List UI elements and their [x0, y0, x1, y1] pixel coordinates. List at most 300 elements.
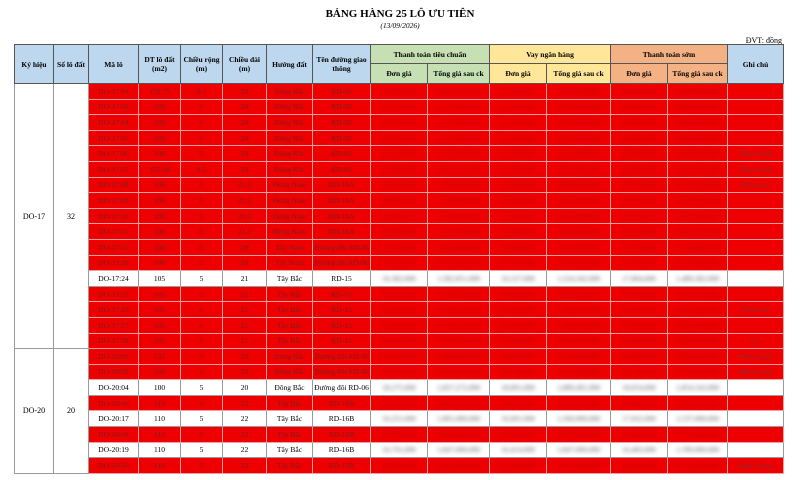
- total-price-loan-cell: [547, 302, 611, 318]
- unit-price-loan: 16,850,000: [501, 305, 535, 315]
- unit-price-standard: 16,820,000: [382, 211, 416, 221]
- lot-width: 5: [181, 99, 223, 115]
- lot-code: DO-20:20: [89, 458, 139, 474]
- lot-direction: Tây Bắc: [267, 302, 313, 318]
- total-price-early: 1,854,543,000: [675, 383, 720, 393]
- lot-direction: Đông Bắc: [267, 161, 313, 177]
- lot-area: 100: [139, 99, 181, 115]
- total-price-early: 1,673,700,000: [675, 320, 720, 330]
- lot-code: DO-20:01: [89, 349, 139, 365]
- total-price-standard-cell: [428, 271, 490, 287]
- total-price-standard-cell: [428, 380, 490, 396]
- lot-code: DO-20:16: [89, 395, 139, 411]
- lot-code: DO-17:26: [89, 302, 139, 318]
- unit-price-standard-cell: [371, 302, 428, 318]
- total-price-loan: 1,853,500,000: [556, 461, 601, 471]
- unit-price-standard: 16,382,000: [382, 289, 416, 299]
- total-price-early: 1,773,000,000: [675, 258, 720, 268]
- lot-length: 20: [223, 146, 267, 162]
- lot-direction: Tây Nam: [267, 239, 313, 255]
- lot-length: 20: [223, 380, 267, 396]
- total-price-early: 1,735,220,000: [675, 180, 720, 190]
- total-price-standard-cell: [428, 239, 490, 255]
- unit-price-loan-cell: [490, 271, 547, 287]
- road-name: RD-16B: [313, 411, 371, 427]
- unit-price-early: 16,370,000: [622, 180, 656, 190]
- total-price-early-cell: [668, 380, 728, 396]
- unit-price-standard-cell: [371, 442, 428, 458]
- total-price-early-cell: [668, 349, 728, 365]
- lot-note: Mike Land: [728, 364, 784, 380]
- unit-price-standard: 16,380,000: [382, 461, 416, 471]
- total-price-loan: 1,524,342,000: [556, 273, 601, 283]
- unit-price-early-cell: [611, 255, 668, 271]
- total-price-loan-cell: [547, 146, 611, 162]
- total-price-standard-cell: [428, 130, 490, 146]
- lot-note: Mike Land: [728, 349, 784, 365]
- total-price-standard-cell: [428, 427, 490, 443]
- road-name: Đường đôi RD-06: [313, 239, 371, 255]
- total-price-early-cell: [668, 193, 728, 209]
- unit-price-loan: 18,891,000: [501, 383, 535, 393]
- unit-price-standard-cell: [371, 193, 428, 209]
- road-name: RD-15: [313, 317, 371, 333]
- group-so-lo: 32: [54, 84, 89, 349]
- header-don-gia: Đơn giá: [371, 64, 428, 84]
- unit-price-loan: 18,740,000: [501, 367, 535, 377]
- lot-area: 100: [139, 146, 181, 162]
- lot-area: 100: [139, 130, 181, 146]
- unit-price-early: 15,940,000: [622, 336, 656, 346]
- table-row: [15, 130, 784, 146]
- unit-price-early-cell: [611, 208, 668, 224]
- total-price-early: 1,666,000,000: [675, 117, 720, 127]
- total-price-standard: 1,712,000,000: [436, 149, 481, 159]
- total-price-standard-cell: [428, 364, 490, 380]
- total-price-early: 1,735,220,000: [675, 211, 720, 221]
- unit-price-standard-cell: [371, 161, 428, 177]
- total-price-standard-cell: [428, 458, 490, 474]
- unit-price-loan-cell: [490, 193, 547, 209]
- unit-price-standard-cell: [371, 364, 428, 380]
- total-price-early-cell: [668, 395, 728, 411]
- table-row: [15, 380, 784, 396]
- unit-price-loan: 17,920,000: [501, 86, 535, 96]
- lot-length: 21: [223, 333, 267, 349]
- unit-price-standard: 16,382,000: [382, 320, 416, 330]
- lot-area: 100: [139, 380, 181, 396]
- unit-price-standard: 17,120,000: [382, 133, 416, 143]
- lot-area: 105: [139, 302, 181, 318]
- total-price-loan-cell: [547, 177, 611, 193]
- unit-price-loan: 16,850,000: [501, 289, 535, 299]
- total-price-standard: 1,782,920,000: [436, 180, 481, 190]
- unit-price-loan: 16,850,000: [501, 429, 535, 439]
- lot-note: [728, 255, 784, 271]
- lot-note: [728, 99, 784, 115]
- lot-note: [728, 224, 784, 240]
- table-row: [15, 208, 784, 224]
- lot-price-table: [14, 44, 784, 474]
- unit-price-loan-cell: [490, 317, 547, 333]
- lot-direction: Tây Bắc: [267, 286, 313, 302]
- lot-length: 20: [223, 84, 267, 100]
- total-price-loan-cell: [547, 208, 611, 224]
- total-price-standard: 2,891,372,000: [436, 164, 481, 174]
- lot-direction: Tây Bắc: [267, 317, 313, 333]
- lot-width: 5: [181, 193, 223, 209]
- unit-price-early: 16,370,000: [622, 195, 656, 205]
- lot-code: DO-17:25: [89, 286, 139, 302]
- lot-length: 21: [223, 317, 267, 333]
- lot-direction: Đông Nam: [267, 177, 313, 193]
- unit-price-early-cell: [611, 239, 668, 255]
- lot-direction: Đông Bắc: [267, 130, 313, 146]
- unit-price-early: 15,940,000: [622, 289, 656, 299]
- unit-price-standard-cell: [371, 177, 428, 193]
- total-price-standard-cell: [428, 411, 490, 427]
- unit-price-standard: 16,820,000: [382, 227, 416, 237]
- total-price-loan: 1,769,250,000: [556, 336, 601, 346]
- total-price-early: 1,673,700,000: [675, 289, 720, 299]
- total-price-early-cell: [668, 458, 728, 474]
- unit-price-early: 17,022,000: [622, 414, 656, 424]
- header-dien-tich: DT lô đất (m2): [139, 45, 181, 84]
- unit-price-loan-cell: [490, 302, 547, 318]
- unit-price-early-cell: [611, 177, 668, 193]
- table-row: [15, 302, 784, 318]
- unit-price-early-cell: [611, 411, 668, 427]
- total-price-standard: 1,712,000,000: [436, 102, 481, 112]
- lot-note: [728, 271, 784, 287]
- unit-price-standard-cell: [371, 130, 428, 146]
- lot-width: 5: [181, 224, 223, 240]
- unit-price-early-cell: [611, 317, 668, 333]
- road-name: RD-15: [313, 286, 371, 302]
- lot-code: DO-20:02: [89, 364, 139, 380]
- lot-area: 100: [139, 364, 181, 380]
- unit-price-standard: 16,820,000: [382, 195, 416, 205]
- total-price-early: 1,666,000,000: [675, 149, 720, 159]
- lot-length: 22: [223, 411, 267, 427]
- unit-price-early-cell: [611, 349, 668, 365]
- lot-direction: Tây Bắc: [267, 411, 313, 427]
- unit-price-early-cell: [611, 380, 668, 396]
- lot-width: 8.5: [181, 161, 223, 177]
- unit-price-early: 18,054,000: [622, 383, 656, 393]
- lot-area: 132: [139, 349, 181, 365]
- total-price-early: 1,773,000,000: [675, 367, 720, 377]
- lot-code: DO-20:04: [89, 380, 139, 396]
- lot-width: 8.5: [181, 84, 223, 100]
- lot-width: 5: [181, 317, 223, 333]
- total-price-standard: 1,822,000,000: [436, 242, 481, 252]
- lot-width: 5: [181, 255, 223, 271]
- lot-code: DO-20:17: [89, 411, 139, 427]
- total-price-loan-cell: [547, 271, 611, 287]
- unit-price-loan: 16,414,000: [501, 445, 535, 455]
- total-price-standard: 1,827,272,000: [436, 383, 481, 393]
- total-price-standard: 1,712,000,000: [436, 117, 481, 127]
- lot-area: 100: [139, 115, 181, 131]
- total-price-loan: 1,874,000,000: [556, 242, 601, 252]
- report-date: (13/09/2026): [380, 21, 420, 30]
- total-price-standard-cell: [428, 177, 490, 193]
- table-row: [15, 411, 784, 427]
- lot-area: 110: [139, 458, 181, 474]
- total-price-early: 1,666,000,000: [675, 133, 720, 143]
- table-row: [15, 146, 784, 162]
- total-price-standard-cell: [428, 115, 490, 131]
- lot-length: 20: [223, 161, 267, 177]
- lot-area: 110: [139, 411, 181, 427]
- table-row: [15, 349, 784, 365]
- total-price-loan-cell: [547, 427, 611, 443]
- lot-length: 20: [223, 99, 267, 115]
- lot-area: 105: [139, 271, 181, 287]
- unit-price-loan-cell: [490, 411, 547, 427]
- total-price-early-cell: [668, 161, 728, 177]
- total-price-loan-cell: [547, 115, 611, 131]
- lot-width: 5: [181, 333, 223, 349]
- total-price-standard: 2,444,640,000: [436, 351, 481, 361]
- total-price-standard-cell: [428, 333, 490, 349]
- lot-width: 5: [181, 271, 223, 287]
- unit-price-standard: 18,520,000: [382, 351, 416, 361]
- total-price-standard: 1,822,000,000: [436, 258, 481, 268]
- lot-note: Phucconi: [728, 177, 784, 193]
- total-price-loan: 1,761,000,000: [556, 117, 601, 127]
- total-price-loan: 1,853,500,000: [556, 429, 601, 439]
- lot-length: 20: [223, 115, 267, 131]
- lot-area: 110: [139, 395, 181, 411]
- lot-code: DO-17:05: [89, 130, 139, 146]
- lot-length: 22: [223, 442, 267, 458]
- lot-code: DO-17:09: [89, 193, 139, 209]
- unit-price-early-cell: [611, 115, 668, 131]
- total-price-loan-cell: [547, 130, 611, 146]
- unit-price-loan-cell: [490, 364, 547, 380]
- lot-direction: Đông Nam: [267, 224, 313, 240]
- total-price-early-cell: [668, 224, 728, 240]
- unit-price-loan-cell: [490, 146, 547, 162]
- total-price-standard: 1,822,000,000: [436, 367, 481, 377]
- total-price-early-cell: [668, 317, 728, 333]
- unit-price-loan-cell: [490, 84, 547, 100]
- unit-price-standard-cell: [371, 333, 428, 349]
- unit-price-loan: 17,610,000: [501, 102, 535, 112]
- lot-direction: Đông Bắc: [267, 349, 313, 365]
- unit-price-standard: 17,420,000: [382, 86, 416, 96]
- unit-price-early-cell: [611, 364, 668, 380]
- unit-price-early: 17,804,000: [622, 273, 656, 283]
- total-price-standard-cell: [428, 349, 490, 365]
- unit-price-standard: 16,820,000: [382, 180, 416, 190]
- unit-price-loan-cell: [490, 255, 547, 271]
- table-row: [15, 427, 784, 443]
- lot-area: 106: [139, 193, 181, 209]
- table-row: [15, 161, 784, 177]
- header-tong-gia: Tổng giá sau ck: [547, 64, 611, 84]
- total-price-loan-cell: [547, 239, 611, 255]
- unit-price-early: 17,730,000: [622, 258, 656, 268]
- lot-note: Mike Land: [728, 146, 784, 162]
- unit-price-loan: 17,300,000: [501, 180, 535, 190]
- lot-length: 20: [223, 364, 267, 380]
- unit-price-loan-cell: [490, 349, 547, 365]
- total-price-standard: 1,720,110,000: [437, 320, 480, 330]
- unit-price-loan-cell: [490, 239, 547, 255]
- road-name: RD-16A: [313, 177, 371, 193]
- unit-price-early: 17,730,000: [622, 242, 656, 252]
- lot-direction: Tây Nam: [267, 255, 313, 271]
- lot-code: DO-17:01: [89, 84, 139, 100]
- road-name: RD-16A: [313, 193, 371, 209]
- total-price-early-cell: [668, 130, 728, 146]
- lot-direction: Tây Bắc: [267, 333, 313, 349]
- unit-price-loan-cell: [490, 161, 547, 177]
- table-row: [15, 177, 784, 193]
- lot-area: 165.98: [139, 161, 181, 177]
- road-name: RD-16B: [313, 442, 371, 458]
- header-group-tieu-chuan: Thanh toán tiêu chuẩn: [371, 45, 490, 64]
- group-so-lo: 20: [54, 349, 89, 474]
- lot-direction: Đông Bắc: [267, 99, 313, 115]
- lot-code: DO-17:06: [89, 146, 139, 162]
- unit-price-loan-cell: [490, 333, 547, 349]
- unit-price-loan: 16,850,000: [501, 320, 535, 330]
- lot-note: [728, 84, 784, 100]
- lot-width: 5: [181, 286, 223, 302]
- table-row: [15, 395, 784, 411]
- unit-price-early: 15,940,000: [622, 398, 656, 408]
- unit-price-standard: 18,220,000: [382, 242, 416, 252]
- total-price-early: 2,707,762,000: [675, 86, 720, 96]
- unit-price-loan-cell: [490, 458, 547, 474]
- total-price-standard-cell: [428, 146, 490, 162]
- unit-price-loan: 17,300,000: [501, 195, 535, 205]
- unit-price-standard-cell: [371, 286, 428, 302]
- header-ma-lo: Mã lô: [89, 45, 139, 84]
- unit-price-early-cell: [611, 302, 668, 318]
- lot-length: 20: [223, 130, 267, 146]
- lot-width: 5: [181, 427, 223, 443]
- lot-direction: Đông Bắc: [267, 380, 313, 396]
- total-price-early-cell: [668, 271, 728, 287]
- table-row: [15, 115, 784, 131]
- unit-price-early: 16,660,000: [622, 102, 656, 112]
- total-price-standard-cell: [428, 84, 490, 100]
- total-price-early-cell: [668, 208, 728, 224]
- table-row: [15, 364, 784, 380]
- header-ten-duong: Tên đường giao thông: [313, 45, 371, 84]
- lot-direction: Tây Bắc: [267, 395, 313, 411]
- unit-price-loan: 17,920,000: [501, 164, 535, 174]
- unit-price-loan: 17,610,000: [501, 133, 535, 143]
- total-price-early: 1,789,000,000: [675, 445, 720, 455]
- unit-price-standard-cell: [371, 224, 428, 240]
- total-price-loan: 2,514,600,000: [556, 351, 601, 361]
- lot-code: DO-17:24: [89, 271, 139, 287]
- unit-price-loan: 19,050,000: [501, 351, 535, 361]
- lot-width: 5: [181, 442, 223, 458]
- unit-price-early: 17,730,000: [622, 367, 656, 377]
- unit-price-early: 16,950,000: [622, 164, 656, 174]
- total-price-loan-cell: [547, 317, 611, 333]
- lot-length: 22: [223, 427, 267, 443]
- total-price-early: 1,753,400,000: [675, 398, 720, 408]
- unit-price-loan-cell: [490, 224, 547, 240]
- total-price-loan: 1,833,800,000: [556, 211, 601, 221]
- lot-direction: Tây Bắc: [267, 458, 313, 474]
- unit-price-loan-cell: [490, 130, 547, 146]
- total-price-standard-cell: [428, 99, 490, 115]
- unit-price-early-cell: [611, 458, 668, 474]
- lot-area: 100: [139, 239, 181, 255]
- total-price-loan: 2,862,720,000: [556, 86, 601, 96]
- total-price-loan-cell: [547, 161, 611, 177]
- total-price-loan: 1,874,000,000: [556, 367, 601, 377]
- total-price-early-cell: [668, 302, 728, 318]
- unit-price-early-cell: [611, 271, 668, 287]
- total-price-early-cell: [668, 333, 728, 349]
- unit-price-standard: 18,220,000: [382, 367, 416, 377]
- unit-price-standard-cell: [371, 458, 428, 474]
- header-chieu-rong: Chiều rộng (m): [181, 45, 223, 84]
- unit-price-early: 16,950,000: [622, 86, 656, 96]
- header-tong-gia: Tổng giá sau ck: [428, 64, 490, 84]
- header-so-lo: Số lô đất: [54, 45, 89, 84]
- total-price-loan-cell: [547, 364, 611, 380]
- total-price-standard-cell: [428, 208, 490, 224]
- lot-code: DO-17:27: [89, 317, 139, 333]
- road-name: RD-15: [313, 271, 371, 287]
- lot-direction: Tây Bắc: [267, 442, 313, 458]
- total-price-loan-cell: [547, 99, 611, 115]
- total-price-early: 1,537,000,000: [675, 414, 720, 424]
- total-price-standard-cell: [428, 193, 490, 209]
- unit-price-standard: 18,220,000: [382, 258, 416, 268]
- total-price-loan: 1,833,800,000: [556, 227, 601, 237]
- table-row: [15, 99, 784, 115]
- unit-price-loan-cell: [490, 99, 547, 115]
- unit-price-standard: 16,380,000: [382, 429, 416, 439]
- unit-price-early: 16,483,000: [622, 445, 656, 455]
- total-price-early-cell: [668, 411, 728, 427]
- road-name: RD-16B: [313, 458, 371, 474]
- total-price-standard: 1,720,110,000: [437, 305, 480, 315]
- total-price-early: 1,735,220,000: [675, 227, 720, 237]
- total-price-loan: 1,769,250,000: [556, 320, 601, 330]
- header-don-gia: Đơn giá: [490, 64, 547, 84]
- lot-width: 5: [181, 364, 223, 380]
- lot-width: 5: [181, 458, 223, 474]
- lot-note: [728, 427, 784, 443]
- group-ky-hieu: DO-17: [15, 84, 54, 349]
- lot-note: [728, 411, 784, 427]
- lot-note: [728, 380, 784, 396]
- unit-price-early-cell: [611, 333, 668, 349]
- lot-width: 5: [181, 146, 223, 162]
- total-price-standard: 1,801,800,000: [436, 429, 481, 439]
- unit-price-early: 16,660,000: [622, 133, 656, 143]
- lot-area: 106: [139, 208, 181, 224]
- unit-price-standard: 16,382,000: [382, 273, 416, 283]
- header-don-gia: Đơn giá: [611, 64, 668, 84]
- unit-price-early-cell: [611, 395, 668, 411]
- lot-note: [728, 130, 784, 146]
- total-price-loan: 1,761,000,000: [556, 102, 601, 112]
